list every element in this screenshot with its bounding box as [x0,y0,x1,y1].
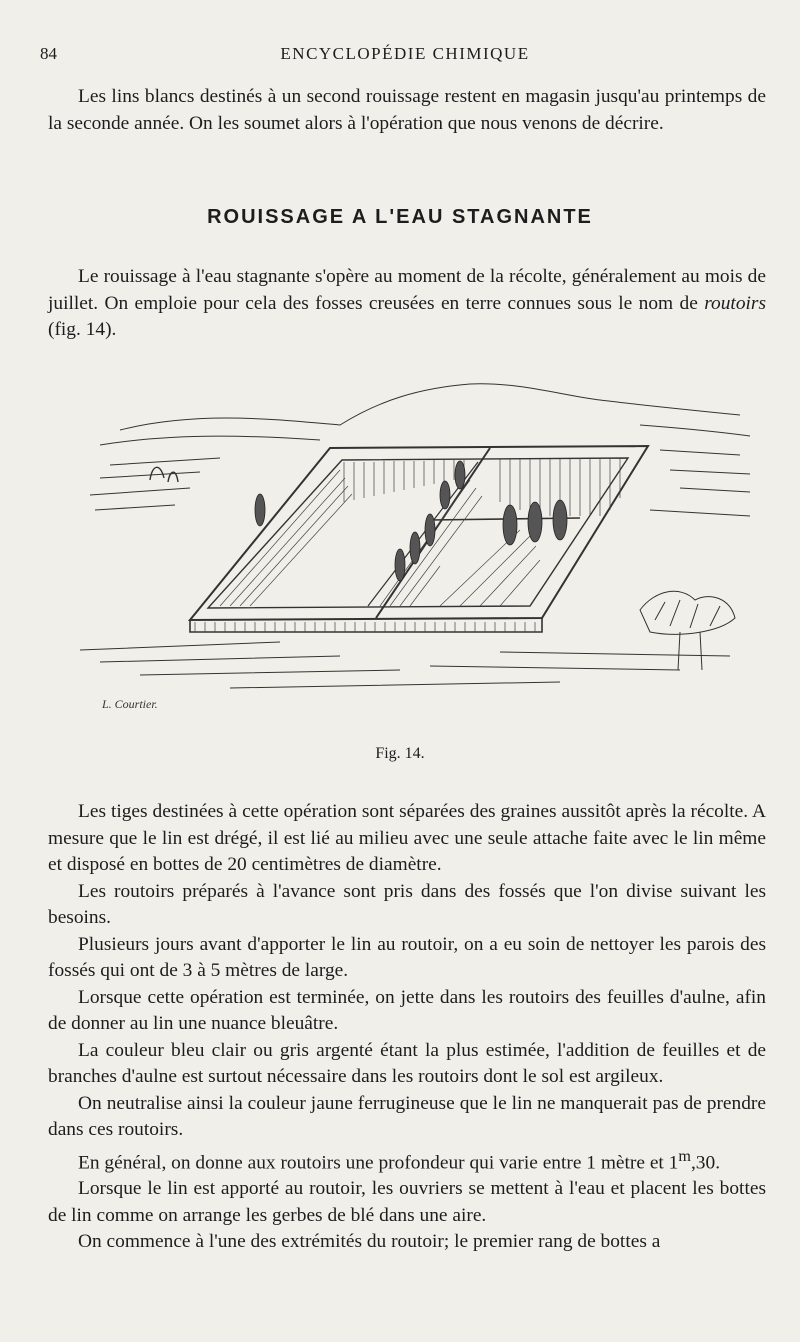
section-paragraph-start: Le rouissage à l'eau stagnante s'opère au moment de la récolte, généralement au mois de juillet. On emploie pour cela des fosses creusées en terre connues sous le nom de [48,266,766,314]
retting-pit-engraving [80,370,760,740]
section-heading: ROUISSAGE A L'EAU STAGNANTE [207,206,593,228]
figure-illustration [80,370,760,740]
page-number: 84 [40,44,57,63]
depth-text-end: ,30. [690,1151,721,1173]
routoirs-term: routoirs [704,292,766,314]
figure-caption: Fig. 14. [375,745,425,762]
body-paragraph: Lorsque cette opération est terminée, on jette dans les routoirs des feuilles d'aulne, afin de donner au lin une nuance bleuâtre. [48,986,766,1034]
depth-text-start: En général, on donne aux routoirs une profondeur qui varie entre 1 mètre et 1 [78,1151,679,1173]
body-paragraph: On commence à l'une des extrémités du routoir; le premier rang de bottes a [78,1231,661,1253]
section-intro-text [48,264,766,344]
body-paragraph: On neutralise ainsi la couleur jaune ferrugineuse que le lin ne manquerait pas de prendre dans ces routoirs. [48,1092,766,1140]
body-paragraph [48,1144,766,1177]
intro-text [48,84,766,137]
body-paragraph: Les routoirs préparés à l'avance sont pris dans des fossés que l'on divise suivant les besoins. [48,880,766,928]
running-title: ENCYCLOPÉDIE CHIMIQUE [280,44,530,63]
body-paragraph: Plusieurs jours avant d'apporter le lin au routoir, on a eu soin de nettoyer les parois des fossés qui ont de 3 à 5 mètres de large. [48,933,766,981]
body-text [48,799,766,1256]
page-header [40,44,770,68]
artist-signature: L. Courtier. [102,697,158,711]
section-paragraph [48,264,766,344]
meter-superscript: m [678,1147,691,1165]
section-paragraph-end: (fig. 14). [48,319,117,340]
body-paragraph: Les tiges destinées à cette opération sont séparées des graines aussitôt après la récolte. A mesure que le lin est drégé, il est lié au milieu avec une seule attache faite avec le lin même et disposé en bottes de 20 centimètres de diamètre. [48,801,766,875]
intro-paragraph: Les lins blancs destinés à un second rouissage restent en magasin jusqu'au printemps de la seconde année. On les soumet alors à l'opération que nous venons de décrire. [48,86,766,134]
body-paragraph: La couleur bleu clair ou gris argenté étant la plus estimée, l'addition de feuilles et de branches d'aulne est surtout nécessaire dans les routoirs dont le sol est argileux. [48,1039,766,1087]
body-paragraph: Lorsque le lin est apporté au routoir, les ouvriers se mettent à l'eau et placent les bottes de lin comme on arrange les gerbes de blé dans une aire. [48,1178,766,1226]
